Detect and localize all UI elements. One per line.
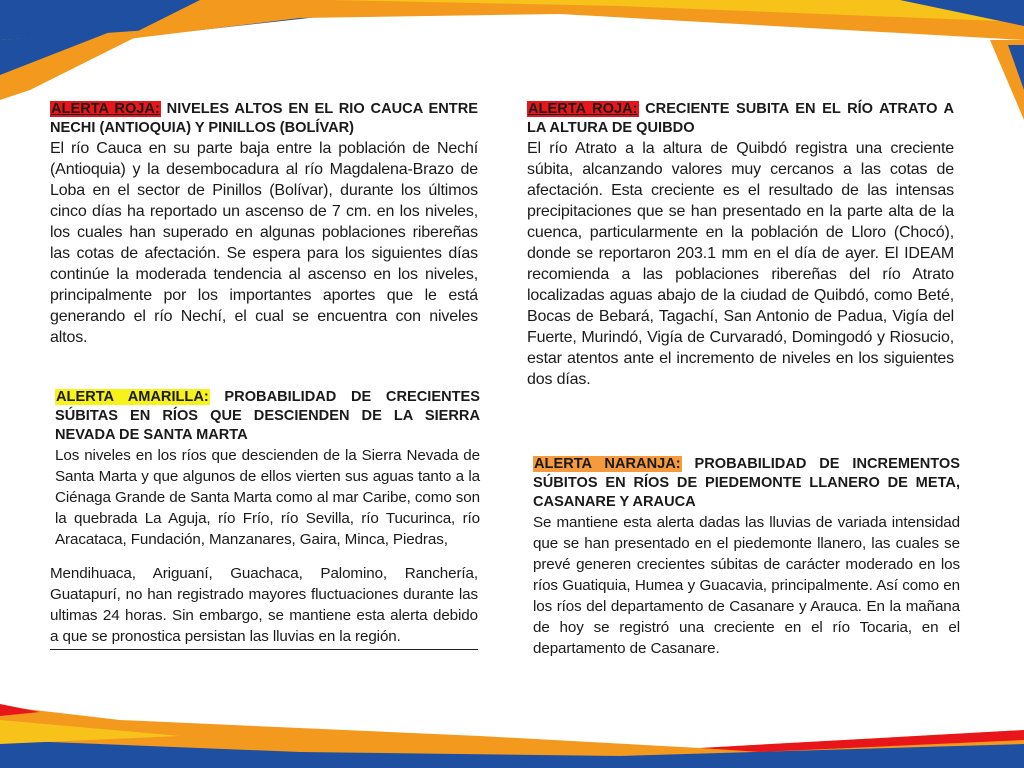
alert-atrato-body: El río Atrato a la altura de Quibdó registra una creciente súbita, alcanzando valores muy cercanos a las cotas de afectación. Esta creciente es el resultado de las intensas precipitaciones que se han presentado en la parte alta de la cuenca, particularmente en la población de Lloro (Chocó), donde se reportaron 203.1 mm en el día de ayer. El IDEAM recomienda a las poblaciones ribereñas del río Atrato localizadas aguas abajo de la ciudad de Quibdó, como Beté, Bocas de Bebará, Tagachí, San Antonio de Padua, Vigía del Fuerte, Murindó, Vigía de Curvaradó, Domingodó y Riosucio, estar atentos ante el incremento de niveles en los siguientes dos días.: [527, 140, 954, 388]
alert-piedemonte-heading: [533, 455, 960, 512]
alert-sierra: [55, 388, 480, 550]
alert-cauca-title: NIVELES ALTOS EN EL RIO CAUCA ENTRE NECHI (ANTIOQUIA) Y PINILLOS (BOLÍVAR): [50, 101, 478, 136]
alert-level-badge: ALERTA NARANJA:: [534, 456, 681, 472]
cropped-header-remnant: [652, 70, 852, 80]
alert-cauca: [50, 100, 478, 348]
alert-sierra-title: PROBABILIDAD DE CRECIENTES SÚBITAS EN RÍOS QUE DESCIENDEN DE LA SIERRA NEVADA DE SANTA MARTA: [55, 389, 480, 443]
alert-cauca-heading: [50, 100, 478, 138]
alert-sierra-body: Los niveles en los ríos que descienden de la Sierra Nevada de Santa Marta y que algunos de ellos vierten sus aguas tanto a la Ciénaga Grande de Santa Marta como al mar Caribe, como son la quebrada La Aguja, río Frío, río Sevilla, río Tucurinca, río Aracataca, Fundación, Manzanares, Gaira, Minca, Piedras,: [55, 447, 480, 548]
alert-sierra-continuation: [50, 563, 478, 650]
alert-level-badge: ALERTA AMARILLA:: [56, 389, 209, 405]
alert-sierra-body-continued: Mendihuaca, Ariguaní, Guachaca, Palomino, Ranchería, Guatapurí, no han registrado mayores fluctuaciones durante las ultimas 24 horas. Sin embargo, se mantiene esta alerta debido a que se pronostica persistan las lluvias en la región.: [50, 563, 478, 650]
alert-sierra-heading: [55, 388, 480, 445]
alert-level-badge: ALERTA ROJA:: [51, 101, 160, 117]
alert-cauca-body: El río Cauca en su parte baja entre la población de Nechí (Antioquia) y la desembocadura al río Magdalena-Brazo de Loba en el sector de Pinillos (Bolívar), durante los últimos cinco días ha reportado un ascenso de 7 cm. en los niveles, los cuales han superado en algunas poblaciones ribereñas las cotas de afectación. Se espera para los siguientes días continúe la moderada tendencia al ascenso en los niveles, principalmente por los importantes aportes que le está generando el río Nechí, el cual se encuentra con niveles altos.: [50, 140, 478, 346]
alert-atrato-heading: [527, 100, 954, 138]
alert-piedemonte-body: Se mantiene esta alerta dadas las lluvias de variada intensidad que se han presentado en el piedemonte llanero, las cuales se prevé generen crecientes súbitas de carácter moderado en los ríos Guatiquia, Humea y Guacavia, principalmente. Así como en los ríos del departamento de Casanare y Arauca. En la mañana de hoy se registró una creciente en el río Tocaria, en el departamento de Casanare.: [533, 514, 960, 657]
alert-atrato-title: CRECIENTE SUBITA EN EL RÍO ATRATO A LA ALTURA DE QUIBDO: [527, 101, 954, 136]
alert-level-badge: ALERTA ROJA:: [528, 101, 638, 117]
alert-piedemonte: [533, 455, 960, 659]
alert-atrato: [527, 100, 954, 390]
alert-piedemonte-title: PROBABILIDAD DE INCREMENTOS SÚBITOS EN RÍOS DE PIEDEMONTE LLANERO DE META, CASANARE Y ARAUCA: [533, 456, 960, 510]
